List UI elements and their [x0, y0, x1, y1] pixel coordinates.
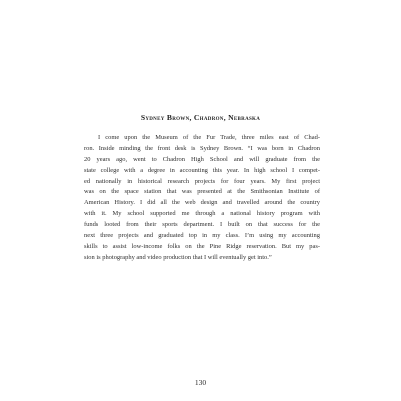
- paragraph-line: next three projects and graduated top in my class. I’m using my accounting: [84, 232, 320, 240]
- paragraph-line: skills to assist low-income folks on the Pine Ridge reservation. But my pas-: [84, 242, 320, 250]
- paragraph-line: sion is photography and video production that I will eventually get into.”: [84, 253, 272, 261]
- page-number: 130: [194, 378, 207, 387]
- paragraph-line: 20 years ago, went to Chadron High School and will graduate from the: [84, 155, 320, 163]
- paragraph-line: was on the space station that was presented at the Smithsonian Institute of: [84, 188, 320, 196]
- paragraph-line: ron. Inside minding the front desk is Sydney Brown. “I was born in Chadron: [84, 144, 320, 152]
- body-paragraph: [84, 133, 320, 264]
- section-heading: Sydney Brown, Chadron, Nebraska: [140, 113, 261, 122]
- paragraph-line: American History. I did all the web design and travelled around the country: [84, 199, 320, 207]
- paragraph-line: with it. My school supported me through a national history program with: [84, 210, 320, 218]
- paragraph-line: state college with a degree in accounting this year. In high school I compet-: [84, 166, 320, 174]
- paragraph-line: ed nationally in historical research projects for four years. My first project: [84, 177, 320, 185]
- paragraph-line: I come upon the Museum of the Fur Trade, three miles east of Chad-: [98, 134, 320, 141]
- paragraph-line: funds looted from their sports department. I built on that success for the: [84, 221, 320, 229]
